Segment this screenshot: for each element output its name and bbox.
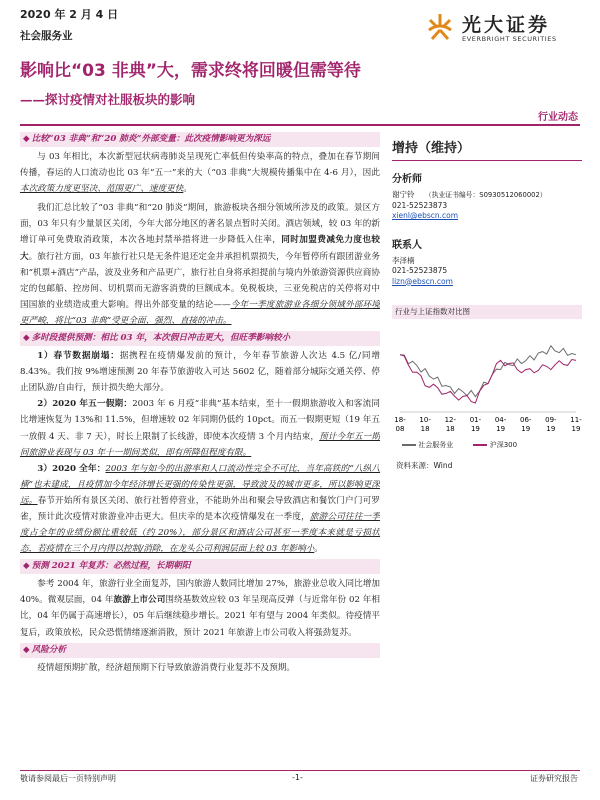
text-run: 围绕基数效应较 03 年呈现高反弹（与近常年份 02 年相比，04 年仍属于高速增长），05 年后继续稳步增长。2021 年有望与 2004 年类似。待疫情平复后，政策放松，民众恐慌情绪逐渐消散，预计 2021 年旅游上市公司收入将强劲复苏。	[20, 595, 380, 638]
paragraph	[20, 348, 380, 396]
rating: 增持（维持）	[392, 141, 471, 156]
chart-source: 资料来源：Wind	[396, 461, 453, 470]
x-tick-label: 18-	[394, 416, 406, 424]
x-tick-label: 11-	[570, 416, 582, 424]
x-tick-label-year: 19	[546, 425, 556, 433]
x-tick-label-year: 18	[420, 425, 430, 433]
section-heading-1-text: 比较“03 非典”和“20 肺炎”外部变量：此次疫情影响更为深远	[31, 134, 271, 144]
legend-swatch-index	[473, 444, 487, 446]
section-heading-3: ◆ 预测 2021 年复苏：必然过程，长期朝阳	[20, 559, 380, 574]
chart-legend	[392, 440, 582, 450]
highlight-text: 本次政策力度更坚决、范围更广、速度更快	[20, 184, 184, 195]
highlight-text: 旅游公司往往一季度占全年的业绩份额比重较低（约 20%），部分景区和酒店公司甚至一季度本来就是亏损状态，若疫情在三个月内得以控制/消除，在龙头公司利润层面上较 03 年影响小	[20, 511, 380, 555]
bold-text: 同时加盟费减免力度也较大	[20, 235, 380, 262]
analyst-phone: 021-52523873	[392, 200, 448, 210]
analyst-email[interactable]: xienl@ebscn.com	[392, 211, 459, 220]
paragraph	[20, 461, 380, 558]
paragraph	[20, 396, 380, 460]
contact-phone: 021-52523875	[392, 266, 448, 275]
x-tick-label: 09-	[545, 416, 557, 424]
chart-title: 行业与上证指数对比图	[392, 305, 582, 319]
series-line-sector	[400, 346, 576, 397]
everbright-logo	[426, 10, 576, 46]
highlight-text: 2003 年与如今的出游率和人口流动性完全不可比，当年高铁的“八纵八横”也未建成，且疫情加今年经济增长更强的传染性更强，导致波及的城市更多，所以影响更深远。	[20, 463, 380, 506]
x-tick-label: 12-	[444, 416, 457, 424]
legend-label-sector: 社会服务业	[418, 441, 454, 449]
text-run: 参考 2004 年，旅游行业全面复苏，国内旅游人数同比增加 27%，旅游业总收入同比增加 40%。微观层面，04 年	[20, 579, 380, 606]
text-run: 春节开始所有景区关闭、旅行社暂停营业，不能助外出和聚会导致酒店和餐饮门户门可罗雀，预计此次疫情对旅游业冲击更大。但庆幸的是本次疫情爆发在一季度，	[20, 495, 380, 522]
text-run: 。旅行社方面，03 年旅行社只是无条件退还定金并承担机票损失，今年暂停所有跟团游业务和“机票+酒店”产品，波及业务和产品更广，旅行社自身将承担提前与境内外旅游资源供应商协定的包邮船、控房间、切机票而无游客消费的巨额成本。免税板块，三亚免税店的关停将对中国国旅的业绩造成重大影响。得出外部变量的结论——	[20, 251, 380, 310]
analyst-info	[392, 190, 582, 201]
sidebar-divider	[392, 160, 582, 161]
x-tick-label-year: 18	[445, 425, 455, 433]
footer-report-type: 证券研究报告	[530, 774, 578, 783]
section-heading-3-text: 预测 2021 年复苏：必然过程，长期朝阳	[31, 561, 191, 572]
text-run: 我们汇总比较了“03 非典”和“20 肺炎”期间，旅游板块各细分领域所涉及的政策。景区方面，03 年只有少量景区关闭，今年大部分地区的著名景点暂时关闭。酒店领域，较 03 年的新增订单可免费取消政策，本次各地封禁举措将进一步降低入住率，	[20, 203, 380, 246]
report-subtitle: ——探讨疫情对社服板块的影响	[20, 92, 196, 107]
analyst-block	[392, 170, 582, 287]
footer-disclaimer: 敬请参阅最后一页特别声明	[20, 774, 116, 783]
text-run: 疫情超预期扩散，经济超预期下行导致旅游消费行业复苏不及预期。	[37, 662, 296, 673]
analyst-cert: （执业证书编号：S0930512060002）	[424, 191, 547, 199]
industry-tag: 行业动态	[538, 112, 578, 123]
bold-text: 2）2020 年五一假期：	[37, 399, 133, 410]
comparison-chart	[392, 320, 582, 440]
series-line-index	[400, 355, 576, 403]
x-tick-label: 06-	[519, 416, 532, 424]
x-tick-label-year: 19	[571, 425, 581, 433]
text-run: 据携程在疫情爆发前的预计，今年春节旅游人次达 4.5 亿/同增 8.43%。我们按 9%增速预测 20 年春节旅游收入可达 5602 亿，随着部分城际交通关停、停止团队游/自由行，预计损失绝大部分。	[20, 351, 380, 394]
paragraph	[20, 660, 380, 676]
report-sector: 社会服务业	[20, 30, 73, 42]
contact-email[interactable]: lizn@ebscn.com	[392, 276, 453, 286]
legend-swatch-sector	[402, 444, 416, 446]
section-heading-2: ◆ 多时段提供预测：相比 03 年，本次假日冲击更大，但旺季影响较小	[20, 331, 380, 346]
text-run: 。	[314, 544, 323, 555]
bold-text: 3）2020 全年：	[37, 463, 106, 474]
x-tick-label: 10-	[419, 416, 431, 424]
paragraph	[20, 149, 380, 197]
text-run: 2003 年 6 月疫“非典”基本结束，至十一假期旅游收入和客流同比增速恢复为 13%和 11.5%，但增速较 02 年同期仍低约 10pct。而五一假期更短（19 年五一放假 4 天、非 7 天），时长上限制了长线游，即使本次疫情 3 个月内结束，	[20, 399, 380, 442]
analyst-heading: 分析师	[392, 174, 422, 185]
logo-text-cn: 光大证券	[462, 14, 551, 36]
header-divider	[20, 124, 580, 126]
section-heading-4-text: 风险分析	[31, 644, 66, 655]
text-run: 与 03 年相比，本次新型冠状病毒肺炎呈现死亡率低但传染率高的特点，叠加在春节期间传播，春运的人口流动也比 03 年“五一”来的大（“03 非典”大规模传播集中在 4-6 月），因此	[20, 152, 380, 179]
x-tick-label-year: 08	[395, 425, 405, 433]
x-tick-label-year: 19	[496, 425, 506, 433]
x-tick-label-year: 19	[521, 425, 531, 433]
bold-text: 旅游上市公司	[113, 595, 166, 606]
report-title: 影响比“03 非典”大，需求终将回暖但需等待	[20, 61, 361, 81]
main-body	[20, 130, 380, 756]
logo-mark-icon	[426, 12, 454, 40]
x-tick-label-year: 19	[470, 425, 480, 433]
x-tick-label: 01-	[469, 416, 482, 424]
highlight-text: 今年一季度旅游业各细分领域外部环境更严峻，将比“03 非典”受更全面、强烈、直接的冲击。	[20, 299, 380, 326]
bold-text: 1）春节数据崩塌：	[37, 351, 120, 362]
section-heading-2-text: 多时段提供预测：相比 03 年，本次假日冲击更大，但旺季影响较小	[31, 333, 291, 344]
page-number: -1-	[292, 773, 303, 782]
section-heading-1: ◆ 比较“03 非典”和“20 肺炎”外部变量：此次疫情影响更为深远	[20, 132, 380, 147]
x-tick-label: 04-	[494, 416, 507, 424]
section-heading-4: ◆ 风险分析	[20, 643, 380, 658]
analyst-name: 谢宁铃	[392, 190, 415, 199]
legend-label-index: 沪深300	[489, 441, 518, 449]
logo-text-en: EVERBRIGHT SECURITIES	[462, 35, 557, 43]
highlight-text: 预计今年五一期间旅游业表现与 03 年十一期间类似，即有所降但程度有限。	[20, 431, 380, 458]
paragraph	[20, 576, 380, 640]
report-date: 2020 年 2 月 4 日	[20, 8, 119, 21]
paragraph	[20, 200, 380, 329]
footer-divider	[20, 770, 580, 771]
contact-heading: 联系人	[392, 239, 422, 251]
contact-name: 李泽楠	[392, 255, 415, 265]
text-run: 。	[183, 184, 192, 195]
